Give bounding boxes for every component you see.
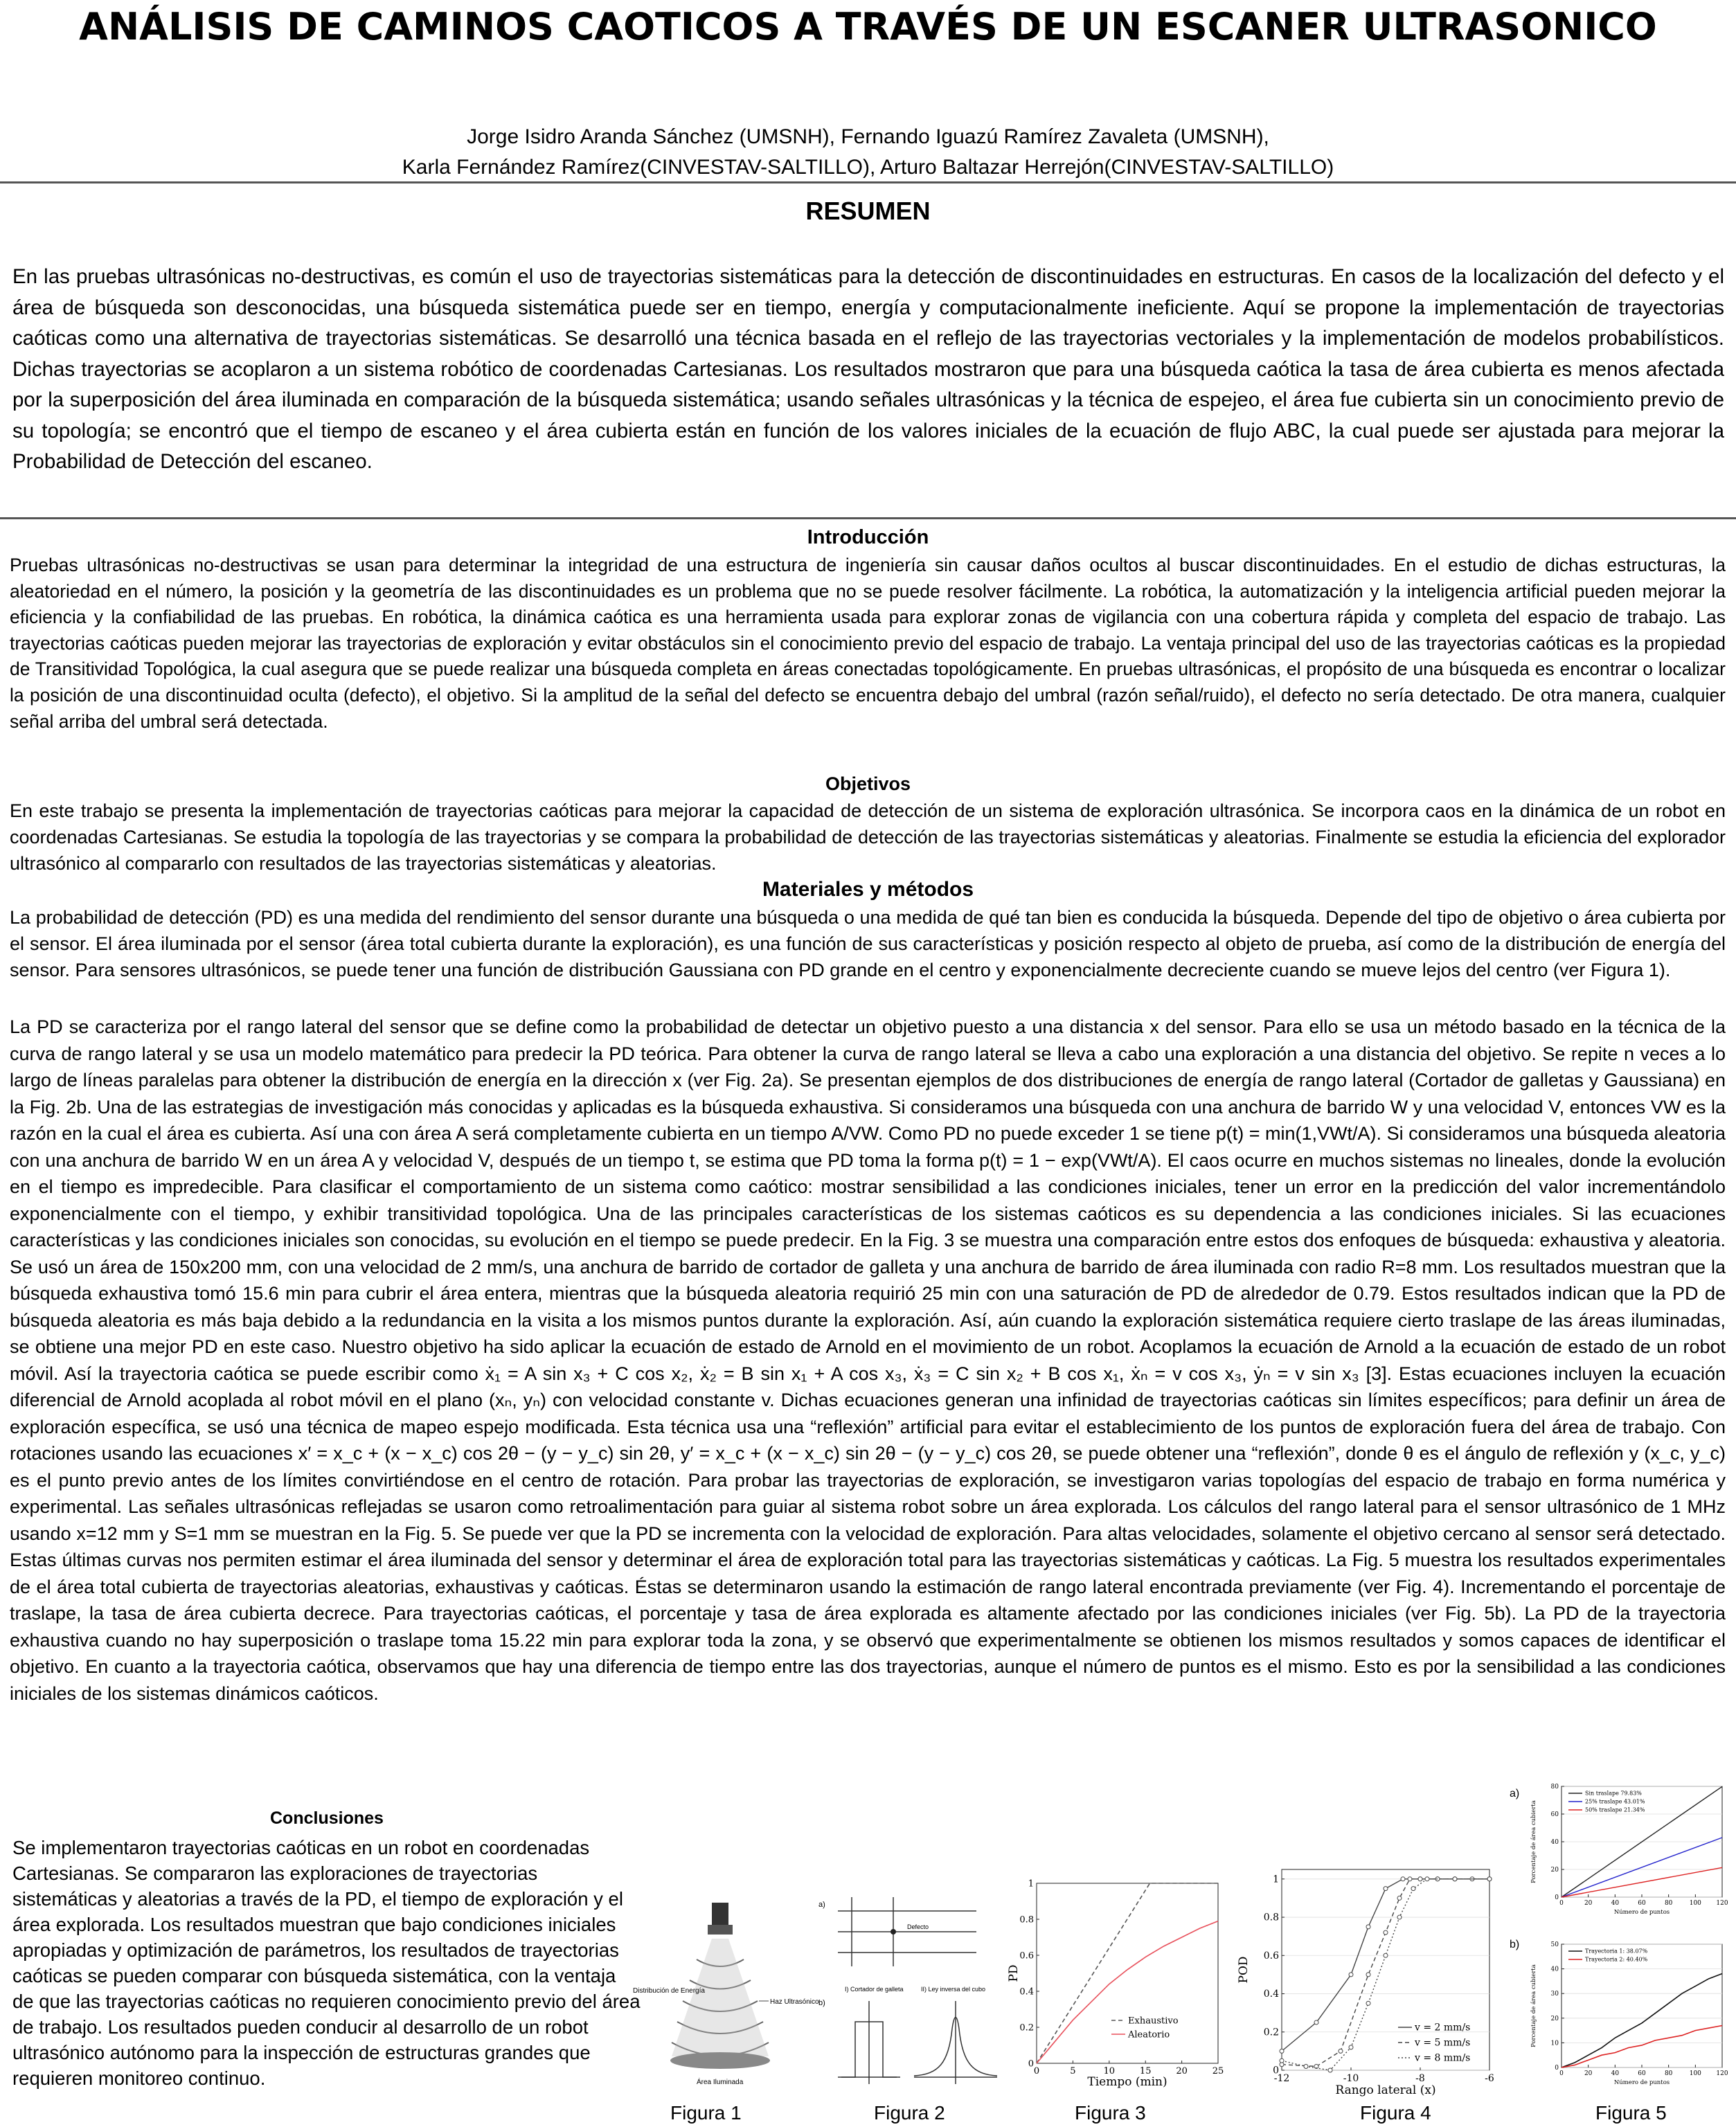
fig3-ytick-label-0: 0: [1028, 2058, 1034, 2070]
fig4-legend-entry-2: v = 8 mm/s: [1415, 2052, 1471, 2064]
fig3-legend-entry-0: Exhaustivo: [1128, 2016, 1179, 2027]
fig3-xtick-label-3: 15: [1139, 2066, 1152, 2076]
fig5a-series-2-line: [1561, 1867, 1722, 1897]
fig5-label-a: a): [1510, 1788, 1520, 1800]
fig3-xtick-label-1: 5: [1070, 2066, 1076, 2076]
authors-line-1: Jorge Isidro Aranda Sánchez (UMSNH), Fernando Iguazú Ramírez Zavaleta (UMSNH),: [467, 125, 1269, 148]
fig5a-ytick-label-3: 60: [1550, 1811, 1559, 1818]
figure-5a-chart: [1527, 1781, 1731, 1926]
fig3-legend-entry-1: Aleatorio: [1128, 2029, 1170, 2040]
fig5a-ytick-label-2: 40: [1550, 1839, 1559, 1846]
fig5a-legend-entry-2: 50% traslape 21.34%: [1585, 1806, 1645, 1813]
fig3-xtick-label-2: 10: [1103, 2066, 1116, 2076]
fig5b-series-0-line: [1561, 1973, 1722, 2067]
materiales-text-1: La probabilidad de detección (PD) es una medida del rendimiento del sensor durante una búsqueda o una medida de qué tan bien es conducida la búsqueda. Depende del tipo de objetivo o área cubierta por el sensor. El área iluminada por el sensor (área total cubierta durante la exploración), es una función de sus características y posición respecto al objeto de prueba, así como de la distribución de energía del sensor. Para sensores ultrasónicos, se puede tener una función de distribución Gaussiana con PD grande en el centro y exponencialmente decreciente cuando se mueve lejos del centro (ver Figura 1).: [10, 907, 1726, 980]
fig4-series-1-point-2: [1339, 2049, 1343, 2053]
fig5a-legend-entry-0: Sin traslape 79.83%: [1585, 1790, 1642, 1797]
fig4-xlabel: Rango lateral (x): [1335, 2083, 1436, 2097]
defect-marker: [891, 1929, 896, 1935]
fig3-xtick-label-5: 25: [1212, 2066, 1224, 2076]
fig4-series-0-point-3: [1366, 1925, 1370, 1929]
fig4-series-2-point-0: [1280, 2058, 1284, 2063]
fig4-series-1-point-7: [1418, 1877, 1422, 1881]
figure-4-caption: Figura 4: [1360, 2102, 1431, 2124]
fig5b-series-1-line: [1561, 2025, 1722, 2067]
fig5b-legend-entry-0: Trayectoria 1: 38.07%: [1585, 1948, 1648, 1955]
fig5b-legend-entry-1: Trayectoria 2: 40.40%: [1585, 1956, 1648, 1963]
fig3-ytick-label-1: 0.2: [1019, 2022, 1034, 2034]
cortador-label: I) Cortador de galleta: [845, 1986, 904, 1993]
fig4-xtick-label-2: -8: [1415, 2073, 1425, 2084]
fig4-xtick-label-1: -10: [1343, 2073, 1359, 2084]
fig4-series-2-point-10: [1487, 1877, 1492, 1881]
fig5b-xtick-label-6: 120: [1716, 2070, 1728, 2077]
author-list: [0, 122, 1736, 183]
figure-2-caption: Figura 2: [874, 2102, 945, 2124]
page-title: ANÁLISIS DE CAMINOS CAOTICOS A TRAVÉS DE UN ESCANER ULTRASONICO: [79, 5, 1657, 48]
conclusiones-heading: Conclusiones: [270, 1809, 384, 1828]
fig4-ytick-label-3: 0.6: [1263, 1950, 1279, 1962]
fig5a-xlabel: Número de puntos: [1613, 1909, 1670, 1916]
fig4-series-2-point-6: [1397, 1915, 1402, 1919]
fig4-ytick-label-1: 0.2: [1263, 2027, 1279, 2038]
fig3-ytick-label-5: 1: [1028, 1878, 1034, 1890]
fig5a-xtick-label-1: 20: [1584, 1900, 1593, 1907]
area-label: Área Iluminada: [697, 2079, 744, 2086]
fig5a-legend-entry-1: 25% traslape 43.01%: [1585, 1798, 1645, 1805]
top-divider: [0, 181, 1736, 183]
figure-3-caption: Figura 3: [1075, 2102, 1146, 2124]
fig4-series-2-point-4: [1366, 2001, 1370, 2005]
scan-lines: [838, 1897, 976, 1966]
introduccion-heading: Introducción: [807, 526, 929, 548]
fig4-series-2-point-2: [1328, 2068, 1332, 2072]
fig4-series-0-point-4: [1384, 1887, 1388, 1891]
fig4-series-0-point-2: [1349, 1973, 1353, 1977]
fig5b-ytick-label-5: 50: [1550, 1941, 1559, 1948]
fig2-label-a: a): [818, 1901, 825, 1909]
fig5a-xtick-label-2: 40: [1611, 1900, 1620, 1907]
fig3-ylabel: PD: [1007, 1964, 1021, 1982]
resumen-heading: RESUMEN: [805, 197, 931, 225]
fig5a-series-1-line: [1561, 1838, 1722, 1897]
fig4-ytick-label-4: 0.8: [1263, 1912, 1279, 1923]
fig5b-xtick-label-5: 100: [1689, 2070, 1701, 2077]
fig5b-ytick-label-1: 10: [1550, 2040, 1559, 2047]
fig4-series-2-point-7: [1411, 1887, 1415, 1891]
fig4-xtick-label-0: -12: [1273, 2073, 1290, 2084]
fig5a-xtick-label-4: 80: [1664, 1900, 1673, 1907]
figure-5b-chart: [1527, 1939, 1731, 2098]
fig5b-ylabel: Porcentaje de área cubierta: [1530, 1964, 1537, 2047]
fig5b-xtick-label-1: 20: [1584, 2070, 1593, 2077]
fig4-series-0-point-0: [1280, 2049, 1284, 2053]
figure-4-chart: [1236, 1863, 1506, 2098]
fig3-xtick-label-0: 0: [1033, 2066, 1040, 2076]
illuminated-area-shape: [670, 2052, 770, 2069]
figure-1-caption: Figura 1: [670, 2102, 742, 2124]
fig3-series-1-line: [1037, 1921, 1218, 2063]
fig5a-ytick-label-0: 0: [1555, 1894, 1559, 1901]
fig3-frame: [1037, 1883, 1218, 2063]
figure-1-illustration: [630, 1897, 819, 2105]
transducer-base-shape: [708, 1925, 733, 1935]
fig4-xtick-label-3: -6: [1485, 2073, 1494, 2084]
materiales-heading: Materiales y métodos: [762, 878, 974, 901]
defecto-label: Defecto: [907, 1923, 929, 1930]
fig4-series-0-point-5: [1401, 1877, 1405, 1881]
objetivos-heading: Objetivos: [825, 773, 911, 794]
inverse-cube-plot: [914, 2001, 997, 2084]
introduccion-text: Pruebas ultrasónicas no-destructivas se usan para determinar la integridad de una estructura de ingeniería sin causar daños ocultos al buscar discontinuidades. En el estudio de dichas estructuras, la aleatoriedad en el número, la posición y la geometría de las discontinuidades es un problema que no se puede resolver fácilmente. La robótica, la automatización y la inteligencia artificial pueden mejorar la eficiencia y la confiabilidad de las pruebas. En robótica, la dinámica caótica es una herramienta usada para explorar zonas de vigilancia con una cobertura rápida y completa del espacio de trabajo. Las trayectorias caóticas pueden mejorar las trayectorias de exploración y evitar obstáculos sin el conocimiento previo del espacio de trabajo. La ventaja principal del uso de las trayectorias caóticas es la propiedad de Transitividad Topológica, la cual asegura que se puede realizar una búsqueda completa en áreas conectadas topológicamente. En pruebas ultrasónicas, el propósito de una búsqueda es encontrar o localizar la posición de una discontinuidad oculta (defecto), el objetivo. Si la amplitud de la señal del defecto se encuentra debajo del umbral (razón señal/ruido), el defecto no sería detectado. De otra manera, cualquier señal arriba del umbral será detectada.: [10, 555, 1726, 732]
fig5b-ytick-label-3: 30: [1550, 1991, 1559, 1998]
fig3-ytick-label-3: 0.6: [1019, 1950, 1034, 1962]
conclusiones-text: Se implementaron trayectorias caóticas en un robot en coordenadas Cartesianas. Se compararon las exploraciones de trayectorias sistemáticas y aleatorias a través de la PD, el tiempo de exploración y el área explorada. Los resultados muestran que bajo condiciones iniciales apropiadas y optimización de parámetros, los resultados de trayectorias caóticas se pueden comparar con búsqueda sistemática, con la ventaja de que las trayectorias caóticas no requieren conocimiento previo del área de trabajo. Los resultados pueden conducir al desarrollo de un robot ultrasónico autónomo para la inspección de estructuras grandes que requieren monitoreo continuo.: [12, 1837, 641, 2089]
fig4-ytick-label-2: 0.4: [1263, 1989, 1279, 2000]
fig4-series-0-point-1: [1314, 2020, 1318, 2025]
fig4-legend-entry-0: v = 2 mm/s: [1415, 2022, 1471, 2034]
beam-cone: [672, 1939, 769, 2056]
figure-2-illustration: [817, 1890, 1004, 2098]
fig4-series-1-point-4: [1384, 1930, 1388, 1935]
fig5-label-b: b): [1510, 1939, 1520, 1950]
fig5b-ytick-label-0: 0: [1555, 2065, 1559, 2072]
fig4-series-2-point-8: [1425, 1877, 1429, 1881]
transducer-shape: [712, 1903, 728, 1928]
fig5a-xtick-label-0: 0: [1559, 1900, 1564, 1907]
figure-3-chart: [1008, 1869, 1229, 2098]
authors-line-2: Karla Fernández Ramírez(CINVESTAV-SALTILLO), Arturo Baltazar Herrejón(CINVESTAV-SALTILLO): [402, 156, 1334, 179]
fig5a-ytick-label-1: 20: [1550, 1867, 1559, 1874]
fig4-series-1-point-5: [1397, 1896, 1402, 1900]
cookie-cutter-plot: [838, 2001, 900, 2084]
fig4-series-2-point-3: [1349, 2045, 1353, 2049]
fig2-label-b: b): [818, 1999, 825, 2007]
fig5a-xtick-label-6: 120: [1716, 1900, 1728, 1907]
fig5b-xtick-label-4: 80: [1664, 2070, 1673, 2077]
fig5b-xtick-label-2: 40: [1611, 2070, 1620, 2077]
fig4-series-2-point-9: [1453, 1877, 1457, 1881]
fig4-ytick-label-5: 1: [1273, 1874, 1279, 1885]
fig4-series-2-point-1: [1304, 2064, 1308, 2068]
fig5a-ytick-label-4: 80: [1550, 1784, 1559, 1791]
distribucion-label: Distribución de Energía: [633, 1987, 705, 1995]
fig5a-ylabel: Porcentaje de área cubierta: [1530, 1800, 1537, 1883]
fig4-ytick-label-0: 0: [1273, 2065, 1279, 2076]
fig3-xlabel: Tiempo (min): [1087, 2075, 1167, 2089]
resumen-divider: [0, 517, 1736, 519]
fig4-series-1-point-3: [1366, 1973, 1370, 1977]
figure-5-caption: Figura 5: [1595, 2102, 1667, 2124]
fig5b-xtick-label-0: 0: [1559, 2070, 1564, 2077]
objetivos-text: En este trabajo se presenta la implementación de trayectorias caóticas para mejorar la capacidad de detección de un sistema de exploración ultrasónica. Se incorpora caos en la dinámica de un robot en coordenadas Cartesianas. Se estudia la topología de las trayectorias y se compara la probabilidad de detección de las trayectorias sistemáticas y aleatorias. Finalmente se estudia la eficiencia del explorador ultrasónico al compararlo con resultados de las trayectorias sistemáticas y aleatorias.: [10, 800, 1726, 874]
fig4-series-1-point-6: [1408, 1877, 1412, 1881]
fig4-series-2-point-5: [1384, 1953, 1388, 1957]
ley-label: II) Ley inversa del cubo: [921, 1986, 986, 1993]
fig4-ylabel: POD: [1237, 1956, 1251, 1984]
fig3-xtick-label-4: 20: [1176, 2066, 1188, 2076]
resumen-text: En las pruebas ultrasónicas no-destructivas, es común el uso de trayectorias sistemáticas para la detección de discontinuidades en estructuras. En casos de la localización del defecto y el área de búsqueda son desconocidas, una búsqueda sistemática puede ser en tiempo, energía y computacionalmente ineficiente. Aquí se propone la implementación de trayectorias caóticas como una alternativa de trayectorias sistemáticas. Se desarrolló una técnica basada en el reflejo de las trayectorias vectoriales y la implementación de modelos probabilísticos. Dichas trayectorias se acoplaron a un sistema robótico de coordenadas Cartesianas. Los resultados mostraron que para una búsqueda caótica la tasa de área cubierta es menos afectada por la superposición del área iluminada en comparación de la búsqueda sistemática; usando señales ultrasónicas y la técnica de espejeo, el área fue cubierta sin un conocimiento previo de su topología; se encontró que el tiempo de escaneo y el área cubierta están en función de los valores iniciales de la ecuación de flujo ABC, la cual puede ser ajustada para mejorar la Probabilidad de Detección del escaneo.: [12, 265, 1724, 473]
fig5b-ytick-label-4: 40: [1550, 1966, 1559, 1973]
fig4-legend-entry-1: v = 5 mm/s: [1415, 2037, 1471, 2049]
haz-label: Haz Ultrasónico: [770, 1998, 819, 2006]
fig5b-xtick-label-3: 60: [1638, 2070, 1646, 2077]
fig5a-xtick-label-5: 100: [1689, 1900, 1701, 1907]
fig5a-xtick-label-3: 60: [1638, 1900, 1646, 1907]
fig5b-xlabel: Número de puntos: [1613, 2079, 1670, 2086]
fig5b-frame: [1561, 1944, 1722, 2067]
materiales-text-2: La PD se caracteriza por el rango lateral del sensor que se define como la probabilidad de detectar un objetivo puesto a una distancia x del sensor. Para ello se usa un método basado en la técnica de la curva de rango lateral y se usa un modelo matemático para predecir la PD teórica. Para obtener la curva de rango lateral se lleva a cabo una exploración a una distancia del objetivo. Se repite n veces a lo largo de líneas paralelas para obtener la distribución de energía en la dirección x (ver Fig. 2a). Se presentan ejemplos de dos distribuciones de energía de rango lateral (Cortador de galletas y Gaussiana) en la Fig. 2b. Una de las estrategias de investigación más conocidas y aplicadas es la búsqueda exhaustiva. Si consideramos una búsqueda con una anchura de barrido W y una velocidad V, entonces VW es la razón en la cual el área es cubierta. Así una con área A será completamente cubierta en un tiempo A/VW. Como PD no puede exceder 1 se tiene p(t) = min(1,VWt/A). Si consideramos una búsqueda aleatoria con una anchura de barrido W en un área A y velocidad V, después de un tiempo t, se estima que PD toma la forma p(t) = 1 − exp(VWt/A). El caos ocurre en muchos sistemas no lineales, donde la evolución en el tiempo es impredecible. Para clasificar el comportamiento de un sistema como caótico: mostrar sensibilidad a las condiciones iniciales, tener un error en la predicción del valor incrementándolo exponencialmente con el tiempo, y exhibir transitividad topológica. Una de las principales características de los sistemas caóticos es su dependencia a las condiciones iniciales. Si las ecuaciones características y las condiciones iniciales son conocidas, su evolución en el tiempo se puede predecir. En la Fig. 3 se muestra una comparación entre estos dos enfoques de búsqueda: exhaustiva y aleatoria. Se usó un área de 150x200 mm, con una velocidad de 2 mm/s, una anchura de barrido de cortador de galleta y una anchura de barrido de área iluminada con radio R=8 mm. Los resultados muestran que la búsqueda exhaustiva tomó 15.6 min para cubrir el área entera, mientras que la búsqueda aleatoria requirió 25 min con una saturación de PD de alrededor de 0.79. Estos resultados indican que la PD de búsqueda aleatoria es más baja debido a la redundancia en la visita a los mismos puntos durante la exploración. Así, aún cuando la exploración sistemática requiere cierto traslape de las áreas iluminadas, se obtiene una mejor PD en este caso. Nuestro objetivo ha sido aplicar la ecuación de estado de Arnold en el movimiento de un robot. Acoplamos la ecuación de Arnold a la ecuación de estado de un robot móvil. Así la trayectoria caótica se puede escribir como ẋ₁ = A sin x₃ + C cos x₂, ẋ₂ = B sin x₁ + A cos x₃, ẋ₃ = C sin x₂ + B cos x₁, ẋₙ = v cos x₃, ẏₙ = v sin x₃ [3]. Estas ecuaciones incluyen la ecuación diferencial de Arnold acoplada al robot móvil en el plano (xₙ, yₙ) con velocidad constante v. Dichas ecuaciones generan una infinidad de trayectorias caóticas sin límites específicos; para definir un área de exploración específica, se usó una técnica de mapeo espejo modificada. Esta técnica usa una “reflexión” artificial para evitar el establecimiento de los puntos de exploración fuera del área de trabajo. Con rotaciones usando las ecuaciones x′ = x_c + (x − x_c) cos 2θ − (y − y_c) sin 2θ, y′ = x_c + (x − x_c) sin 2θ − (y − y_c) cos 2θ, se puede obtener una “reflexión”, donde θ es el ángulo de reflexión y (x_c, y_c) es el punto previo antes de los límites convirtiéndose en el centro de rotación. Para probar las trayectorias de exploración, se investigaron varias topologías del espacio de trabajo en forma numérica y experimental. Las señales ultrasónicas reflejadas se usaron como retroalimentación para guiar al sistema robot sobre un área explorada. Los cálculos del rango lateral para el sensor ultrasónico de 1 MHz usando x=12 mm y S=1 mm se muestran en la Fig. 5. Se puede ver que la PD se incrementa con la velocidad de exploración. Para altas velocidades, solamente el objetivo cercano al sensor será detectado. Estas últimas curvas nos permiten estimar el área iluminada del sensor y determinar el área de exploración total para las trayectorias sistemáticas y caóticas. La Fig. 5 muestra los resultados experimentales de el área total cubierta de trayectorias aleatorias, exhaustivas y caóticas. Éstas se determinaron usando la estimación de rango lateral encontrada previamente (ver Fig. 4). Incrementando el porcentaje de traslape, la tasa de área cubierta decrece. Para trayectorias caóticas, el porcentaje y tasa de área explorada es altamente afectado por las condiciones iniciales (ver Fig. 5b). La PD de la trayectoria exhaustiva cuando no hay superposición o traslape toma 15.22 min para explorar toda la zona, y se observó que experimentalmente se obtienen los mismos resultados y somos capaces de identificar el objetivo. En cuanto a la trayectoria caótica, observamos que hay una diferencia de tiempo entre las dos trayectorias, aunque el número de puntos es el mismo. Esto es por la sensibilidad a las condiciones iniciales de los sistemas dinámicos caóticos.: [10, 1016, 1726, 1704]
fig5b-ytick-label-2: 20: [1550, 2015, 1559, 2022]
fig3-ytick-label-2: 0.4: [1019, 1986, 1034, 1998]
fig3-series-0-line: [1037, 1883, 1218, 2063]
fig3-ytick-label-4: 0.8: [1019, 1914, 1034, 1926]
